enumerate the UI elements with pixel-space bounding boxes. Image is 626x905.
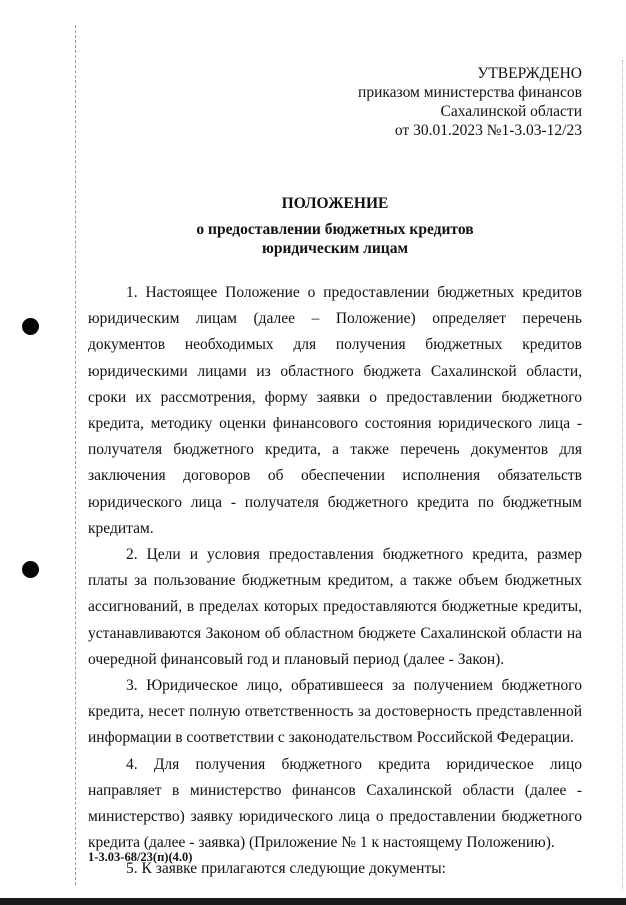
scan-bottom-edge <box>0 898 626 905</box>
punch-hole <box>22 561 39 578</box>
document-title: ПОЛОЖЕНИЕ <box>281 195 389 212</box>
approval-date-line: от 30.01.2023 №1-3.03-12/23 <box>394 122 582 139</box>
document-title-block <box>88 194 582 258</box>
scan-margin-line <box>75 25 76 885</box>
paragraph-3: 3. Юридическое лицо, обратившееся за получением бюджетного кредита, несет полную ответственность за достоверность представленной информации в соответствии с законодательством Российской Федерации. <box>88 677 582 747</box>
document-subtitle-line2: юридическим лицам <box>261 240 409 257</box>
punch-hole <box>22 318 39 335</box>
approval-region-line: Сахалинской области <box>440 103 582 120</box>
approval-order-line: приказом министерства финансов <box>358 84 582 101</box>
paragraph-1: 1. Настоящее Положение о предоставлении бюджетных кредитов юридическим лицам (далее – Положение) определяет перечень документов необходимых для получения бюджетных кредитов юридическими лицами из областного бюджета Сахалинской области, сроки их рассмотрения, форму заявки о предоставлении бюджетного кредита, методику оценки финансового состояния юридического лица - получателя бюджетного кредита, а также перечень документов для заключения договоров об обеспечении исполнения обязательств юридического лица - получателя бюджетного кредита по бюджетным кредитам. <box>88 284 582 537</box>
document-body <box>88 280 582 883</box>
paragraph-4: 4. Для получения бюджетного кредита юридическое лицо направляет в министерство финансов Сахалинской области (далее - министерство) заявку юридического лица о предоставлении бюджетного кредита (далее - заявка) (Приложение № 1 к настоящему Положению). <box>88 755 582 852</box>
scan-edge-line <box>622 60 623 890</box>
document-subtitle-line1: о предоставлении бюджетных кредитов <box>196 221 474 238</box>
paragraph-2: 2. Цели и условия предоставления бюджетного кредита, размер платы за пользование бюджетным кредитом, а также объем бюджетных ассигнований, в пределах которых предоставляются бюджетные кредиты, устанавливаются Законом об областном бюджете Сахалинской области на очередной финансовый год и плановый период (далее - Закон). <box>88 546 582 668</box>
paragraph-5: 5. К заявке прилагаются следующие документы: <box>126 860 446 878</box>
approval-heading: УТВЕРЖДЕНО <box>477 65 582 82</box>
document-code: 1-3.03-68/23(п)(4.0) <box>88 850 193 864</box>
approval-stamp-block <box>358 64 582 140</box>
